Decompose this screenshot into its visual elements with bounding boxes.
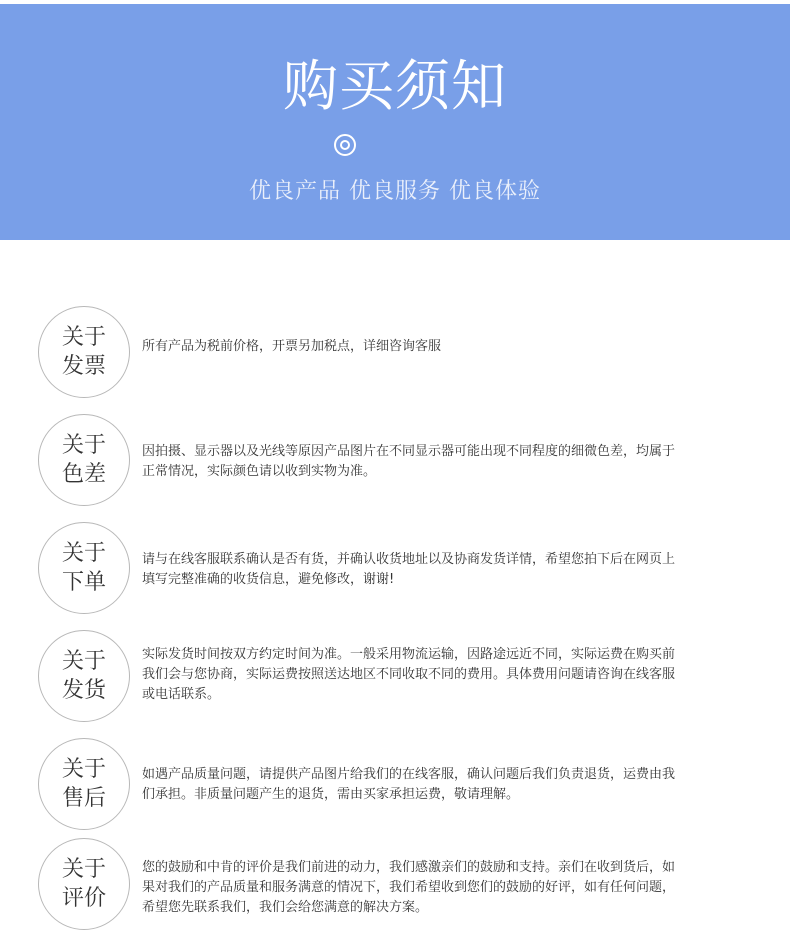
badge-label-bottom: 售后 [61,786,106,811]
badge-label-bottom: 色差 [61,462,106,487]
notice-badge [38,630,130,722]
badge-label-top: 关于 [61,857,106,882]
notice-text: 所有产品为税前价格，开票另加税点，详细咨询客服 [142,339,442,354]
notice-badge [38,738,130,830]
banner-subtitle: 优良产品 优良服务 优良体验 [249,179,541,204]
badge-label-top: 关于 [61,433,106,458]
badge-label-top: 关于 [61,541,106,566]
badge-label-bottom: 发票 [61,354,106,379]
notice-shipping [0,630,790,726]
header-banner [0,4,790,240]
notice-badge [38,306,130,398]
notice-text: 您的鼓励和中肯的评价是我们前进的动力，我们感激亲们的鼓励和支持。亲们在收到货后，如果对我们的产品质量和服务满意的情况下，我们希望收到您们的鼓励的好评，如有任何问题，希望您先联系我们，我们会给您满意的解决方案。 [142,860,676,915]
badge-label-bottom: 下单 [61,570,106,595]
badge-label-bottom: 发货 [61,678,106,703]
notice-color-difference [0,414,790,510]
notice-after-sales [0,738,790,834]
notice-text: 如遇产品质量问题，请提供产品图片给我们的在线客服，确认问题后我们负责退货，运费由我们承担。非质量问题产生的退货，需由买家承担运费，敬请理解。 [142,767,676,802]
notice-text: 因拍摄、显示器以及光线等原因产品图片在不同显示器可能出现不同程度的细微色差，均属于正常情况，实际颜色请以收到实物为准。 [142,444,676,479]
double-circle-icon [334,134,356,156]
notice-ordering [0,522,790,618]
notice-badge [38,414,130,506]
badge-label-top: 关于 [61,325,106,350]
notice-invoice [0,306,790,402]
notice-text: 请与在线客服联系确认是否有货，并确认收货地址以及协商发货详情，希望您拍下后在网页上填写完整准确的收货信息，避免修改，谢谢! [142,552,676,587]
badge-label-top: 关于 [61,757,106,782]
notice-badge [38,838,130,930]
notice-badge [38,522,130,614]
notice-text: 实际发货时间按双方约定时间为准。一般采用物流运输，因路途远近不同，实际运费在购买前我们会与您协商，实际运费按照送达地区不同收取不同的费用。具体费用问题请咨询在线客服或电话联系。 [142,647,676,702]
badge-label-bottom: 评价 [61,886,106,911]
notice-reviews [0,838,790,934]
page-title: 购买须知 [282,54,507,118]
badge-label-top: 关于 [61,649,106,674]
